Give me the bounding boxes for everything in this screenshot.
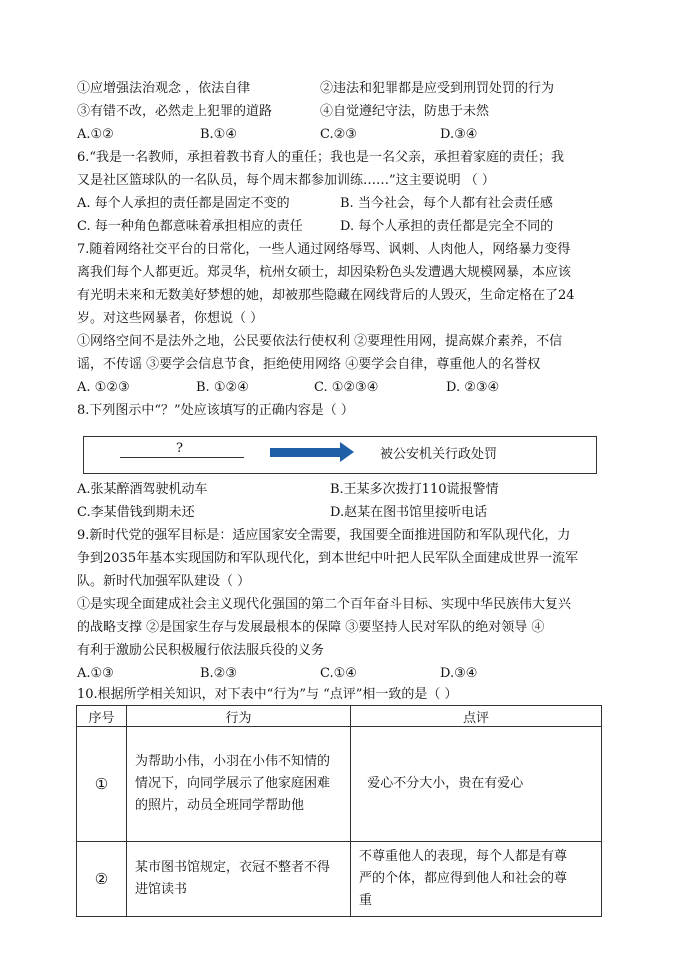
q7-stem-line-2: 离我们每个人都更近。郑灵华，杭州女硕士，却因染粉色头发遭遇大规模网暴，本应该: [77, 265, 572, 280]
action-line: 情况下，向同学展示了他家庭困难: [135, 776, 331, 791]
table-row-comment: [351, 842, 602, 917]
comment-line: 不尊重他人的表现，每个人都是有尊: [359, 849, 568, 864]
table-row-action: [127, 842, 351, 917]
q9-options-line-1: ①是实现全面建成社会主义现代化强国的第二个百年奋斗目标、实现中华民族伟大复兴: [77, 597, 572, 612]
q7-choice-c: C. ①②③④: [314, 380, 379, 395]
q8-stem: 8.下列图示中“？”处应该填写的正确内容是（ ）: [77, 403, 354, 418]
q8-diagram-result: 被公安机关行政处罚: [380, 447, 498, 462]
q5-option-2: ②违法和犯罪都是应受到刑罚处罚的行为: [320, 81, 555, 96]
action-line: 为帮助小伟，小羽在小伟不知情的: [135, 754, 331, 769]
table-header-number: 序号: [77, 706, 127, 727]
q8-choice-b: B.王某多次拨打110谎报警情: [330, 482, 499, 497]
q9-options-line-2: 的战略支撑 ②是国家生存与发展最根本的保障 ③要坚持人民对军队的绝对领导 ④: [77, 620, 545, 635]
q9-stem-line-2: 争到2035年基本实现国防和军队现代化，到本世纪中叶把人民军队全面建成世界一流军: [77, 551, 579, 566]
table-header-comment: 点评: [351, 706, 602, 727]
action-line: 的照片，动员全班同学帮助他: [135, 798, 305, 813]
q9-choice-b: B.②③: [200, 666, 237, 681]
q9-choice-d: D.③④: [440, 666, 478, 681]
q5-option-4: ④自觉遵纪守法，防患于未然: [320, 104, 490, 119]
table-row: [77, 842, 602, 917]
table-header-row: [77, 706, 602, 727]
q8-choice-a: A.张某醉酒驾驶机动车: [77, 482, 208, 497]
q5-option-1: ①应增强法治观念 ，依法自律: [77, 81, 251, 96]
q5-choice-d: D.③④: [440, 127, 478, 142]
q9-choice-c: C.①④: [320, 666, 357, 681]
table-row-number: ②: [77, 842, 127, 917]
q9-stem-line-3: 队。新时代加强军队建设（ ）: [77, 574, 251, 589]
q7-options-line-1: ①网络空间不是法外之地，公民要依法行使权利 ②要理性用网，提高媒介素养，不信: [77, 334, 563, 349]
action-line: 进馆读书: [135, 882, 188, 897]
table-row-comment: [351, 727, 602, 842]
q7-choice-b: B. ①②④: [196, 380, 249, 395]
comment-line: 重: [359, 893, 373, 908]
table-row-number: ①: [77, 727, 127, 842]
q6-stem-line-1: 6.“我是一名教师，承担着教书育人的重任；我也是一名父亲，承担着家庭的责任；我: [77, 150, 565, 165]
q5-choice-b: B.①④: [200, 127, 237, 142]
comment-line: 爱心不分大小，贵在有爱心: [359, 776, 524, 791]
q7-stem-line-1: 7.随着网络社交平台的日常化，一些人通过网络辱骂、讽刺、人肉他人，网络暴力变得: [77, 242, 571, 257]
q9-choice-a: A.①③: [77, 666, 114, 681]
q10-table: [76, 705, 602, 917]
q6-choice-d: D. 每个人承担的责任都是完全不同的: [340, 219, 554, 234]
right-arrow-icon: [270, 448, 340, 457]
q7-stem-line-4: 岁。对这些网暴者，你想说（ ）: [77, 311, 264, 326]
q8-choice-d: D.赵某在图书馆里接听电话: [330, 505, 488, 520]
q7-choice-d: D. ②③④: [446, 380, 500, 395]
q9-stem-line-1: 9.新时代党的强军目标是：适应国家安全需要，我国要全面推进国防和军队现代化，力: [77, 528, 571, 543]
table-row-action: [127, 727, 351, 842]
q7-stem-line-3: 有光明未来和无数美好梦想的她，却被那些隐藏在网线背后的人毁灭，生命定格在了24: [77, 288, 575, 303]
q8-diagram-question-mark: ?: [176, 441, 183, 456]
q8-diagram-blank-line: [120, 457, 244, 458]
q6-stem-line-2: 又是社区篮球队的一名队员，每个周末都参加训练……”这主要说明 （ ）: [77, 173, 495, 188]
action-line: 某市图书馆规定，衣冠不整者不得: [135, 860, 331, 875]
q8-choice-c: C.李某借钱到期未还: [77, 505, 195, 520]
comment-line: 严的个体，都应得到他人和社会的尊: [359, 871, 568, 886]
q7-options-line-2: 谣，不传谣 ③要学会信息节食，拒绝使用网络 ④要学会自律，尊重他人的名誉权: [77, 357, 541, 372]
q5-choice-c: C.②③: [320, 127, 357, 142]
q7-choice-a: A. ①②③: [77, 380, 130, 395]
q10-stem: 10.根据所学相关知识，对下表中“行为”与 “点评”相一致的是（ ）: [77, 687, 458, 702]
q6-choice-b: B. 当今社会，每个人都有社会责任感: [340, 196, 553, 211]
table-header-action: 行为: [127, 706, 351, 727]
table-row: [77, 727, 602, 842]
q6-choice-a: A. 每个人承担的责任都是固定不变的: [77, 196, 290, 211]
right-arrow-icon-head: [340, 442, 354, 462]
q9-options-line-3: 有利于激励公民积极履行依法服兵役的义务: [77, 643, 325, 658]
q5-choice-a: A.①②: [77, 127, 114, 142]
q5-option-3: ③有错不改，必然走上犯罪的道路: [77, 104, 273, 119]
q6-choice-c: C. 每一种角色都意味着承担相应的责任: [77, 219, 303, 234]
